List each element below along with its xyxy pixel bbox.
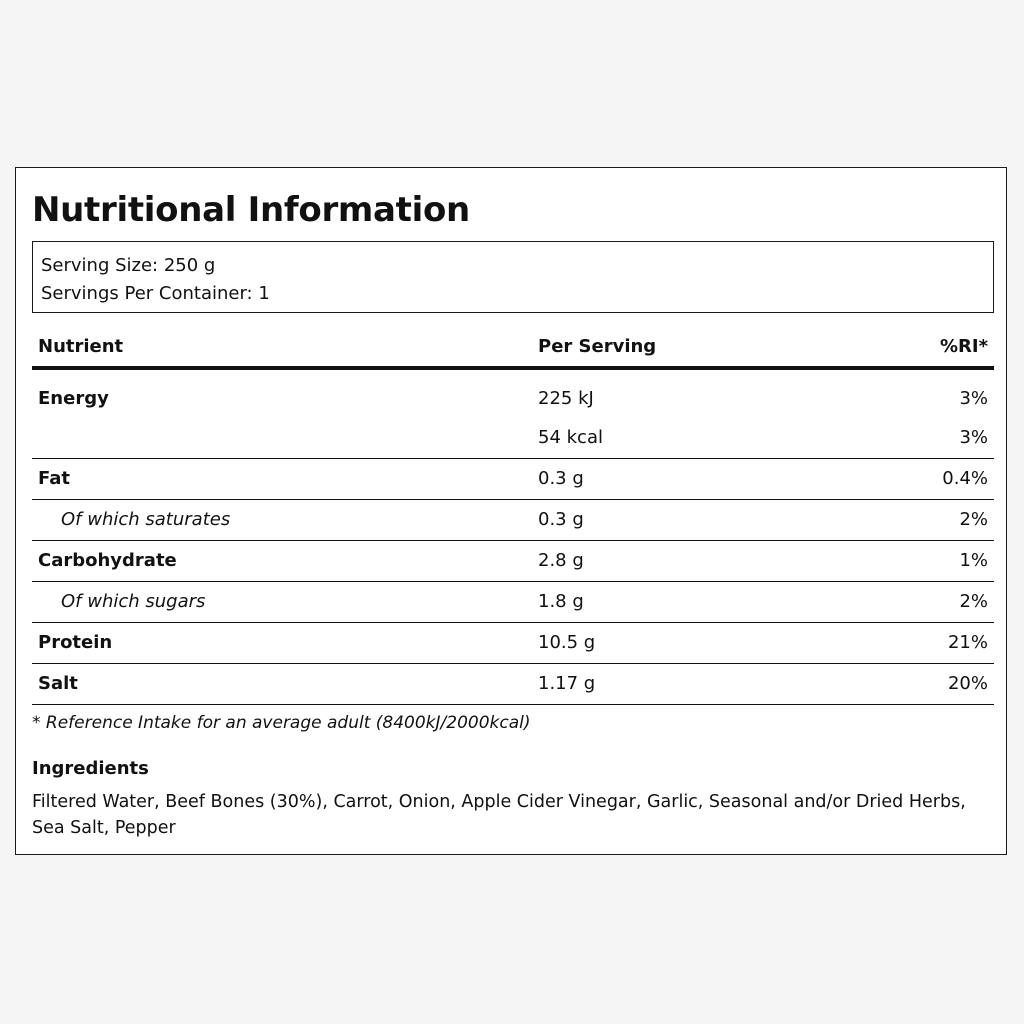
table-row-energy-kcal [32, 420, 994, 459]
ri-value: 2% [959, 509, 988, 530]
nutrient-name: Of which sugars [61, 591, 206, 612]
ri-value: 3% [959, 388, 988, 409]
nutrition-table [32, 328, 994, 705]
reference-intake-footnote: * Reference Intake for an average adult (8400kJ/2000kcal) [32, 713, 531, 733]
servings-per-container: Servings Per Container: 1 [41, 283, 270, 304]
nutrient-name: Energy [38, 388, 109, 409]
nutrient-name: Of which saturates [61, 509, 231, 530]
per-serving-value: 10.5 g [538, 632, 596, 653]
page-title: Nutritional Information [32, 190, 470, 230]
per-serving-value: 0.3 g [538, 509, 584, 530]
per-serving-value: 0.3 g [538, 468, 584, 489]
serving-size: Serving Size: 250 g [41, 255, 216, 276]
table-row-salt [32, 664, 994, 705]
ri-value: 0.4% [942, 468, 988, 489]
nutrient-name: Salt [38, 673, 78, 694]
ri-value: 3% [959, 427, 988, 448]
ri-value: 1% [959, 550, 988, 571]
header-ri: %RI* [939, 336, 988, 357]
per-serving-value: 1.8 g [538, 591, 584, 612]
table-header-row [32, 328, 994, 370]
table-row-protein [32, 623, 994, 664]
per-serving-value: 225 kJ [538, 388, 594, 409]
header-nutrient: Nutrient [38, 336, 124, 357]
serving-info-box [32, 241, 994, 313]
table-row-sugars [32, 582, 994, 623]
ri-value: 20% [947, 673, 988, 694]
table-row-energy-kj [32, 370, 994, 420]
table-row-saturates [32, 500, 994, 541]
per-serving-value: 1.17 g [538, 673, 596, 694]
nutrient-name: Protein [38, 632, 113, 653]
ri-value: 21% [947, 632, 988, 653]
nutrient-name: Carbohydrate [38, 550, 177, 571]
table-row-fat [32, 459, 994, 500]
per-serving-value: 2.8 g [538, 550, 584, 571]
per-serving-value: 54 kcal [538, 427, 603, 448]
nutrition-panel [15, 167, 1007, 855]
ingredients-heading: Ingredients [32, 758, 149, 779]
header-per-serving: Per Serving [538, 336, 657, 357]
nutrient-name: Fat [38, 468, 70, 489]
ri-value: 2% [959, 591, 988, 612]
table-row-carbohydrate [32, 541, 994, 582]
ingredients-list: Filtered Water, Beef Bones (30%), Carrot, Onion, Apple Cider Vinegar, Garlic, Seasonal and/or Dried Herbs, Sea Salt, Pepper [32, 792, 966, 838]
